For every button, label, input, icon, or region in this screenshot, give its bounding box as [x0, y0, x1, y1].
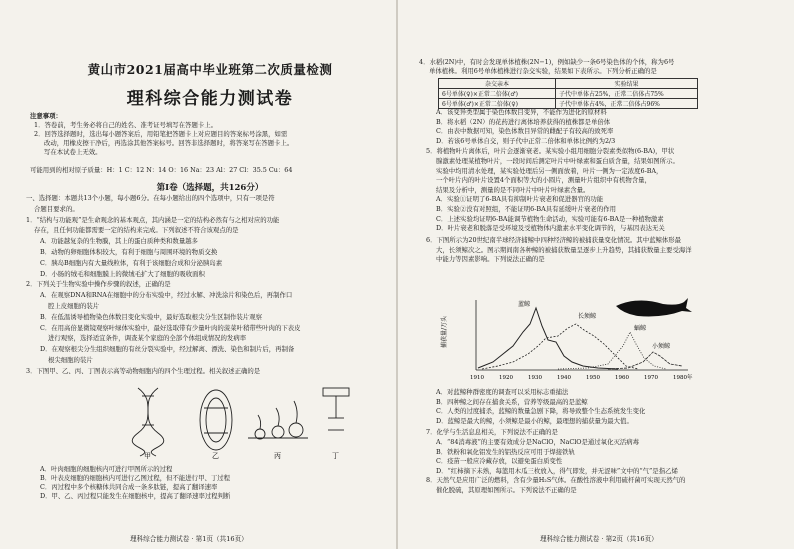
question-line: 进行观察，选择适宜条件，调查某个家庭的全部个体组成情况的发病率: [48, 334, 247, 343]
x-tick-label: 1980年: [673, 375, 693, 381]
notice-line: 写在本试卷上无效。: [44, 148, 102, 156]
q5-line: 5．将植物叶片离体后，叶片会逐渐衰老。某实验小组用细胞分裂素类似物(6-BA)，甲状: [426, 147, 675, 156]
q6-line: 大，长须鲸次之。图示期间南各种鲸的被捕获数量呈逐步上升趋势，其捕获数量主要受海洋: [436, 245, 692, 254]
q3-option-b: B．叶表皮细胞的细胞核内可进行乙图过程，但不能进行甲、丁过程: [40, 474, 231, 482]
q6-option: C．人类的过度捕杀，蓝鲸的数量急剧下降，将导致整个生态系统发生变化: [436, 407, 646, 416]
q7-line: B．铁粉和氧化铝发生的铝热反应可用于焊接铁轨: [436, 447, 575, 456]
table-header: 杂交亲本: [439, 79, 556, 89]
q5-line: 一个叶片内的叶片设置4个面积等大的小圆片，测量叶片组织中有机物含量，: [436, 176, 651, 185]
question-line: B．动物的卵细胞体积较大，有利于细胞与周围环境的物质交换: [40, 248, 218, 256]
table-cell: 6号单体(♀)×正常二倍体(♂): [439, 89, 556, 99]
table-cell: 子代中单体占25%，正常二倍体占75%: [556, 89, 698, 99]
question-line: D．在观察根尖分生组织细胞的有丝分裂实验中，经过解离、漂洗、染色和制片后，再制备: [40, 345, 295, 354]
table-header: 实验结果: [556, 79, 698, 89]
paper-title: 理科综合能力测试卷: [126, 89, 294, 109]
series-label-minke: 小须鲸: [652, 343, 671, 350]
q5-line: B．实验②没有对照组，不能证明6-BA具有延缓叶片衰老的作用: [436, 205, 616, 213]
q5-line: 结果及分析中，测量的是不同叶片中叶片叶绿素含量。: [436, 185, 590, 194]
notice-heading: 注意事项：: [30, 112, 62, 120]
q6-whale-catch-chart: [438, 296, 708, 386]
question-line: 1．“结构与功能观”是生命观念的基本观点，其内涵是一定的结构必然有与之相对应的功能: [26, 215, 280, 224]
q4-option: A．该变异类型属于染色体数目变异，不能作为进化的原材料: [436, 108, 607, 116]
x-tick-label: 1950: [586, 375, 600, 381]
x-tick-label: 1940: [557, 375, 571, 381]
fig-label-jia: 甲: [144, 452, 151, 460]
q8-line: 8．天然气是应用广泛的燃料，含有少量H₂S气体。在酸性溶液中利用硫杆菌可实现天然气的: [426, 476, 686, 485]
whale-illustration: [616, 298, 692, 316]
right-footer: 理科综合能力测试卷 · 第2页（共16页）: [540, 535, 658, 543]
notice-line: 改动，用橡皮擦干净后，再选涂其他答案标号。回答非选择题时，将答案写在答题卡上。: [44, 139, 294, 147]
table-cell: 子代中单体占4%，正常二倍体占96%: [556, 99, 698, 109]
q5-line: 腺激素处理某植物叶片，一段时间后测定叶片中叶绿素和蛋白质含量，结果如图所示。: [436, 157, 679, 165]
fig-label-bing: 丙: [274, 452, 281, 460]
question-line: 一、选择题：本题共13个小题，每小题6分。在每小题给出的四个选项中，只有一项是符: [26, 194, 275, 202]
q4-option: C．由表中数据可知，染色体数目异常的雌配子有较高的致死率: [436, 127, 614, 136]
question-line: 2．下列关于生物实验中操作步骤的叙述，正确的是: [26, 280, 171, 289]
question-line: 腔上皮细胞的装片: [48, 302, 100, 310]
series-minke-whale: [608, 352, 682, 369]
q7-line: 7．化学与生活息息相关，下列说法不正确的是: [426, 428, 558, 437]
question-line: 根尖细胞的装片: [48, 356, 93, 364]
series-blue-whale: [478, 308, 618, 369]
q3-option-d: D．甲、乙、丙过程只能发生在细胞核中，提高了翻译速率过程判断: [40, 492, 231, 500]
left-footer: 理科综合能力测试卷 · 第1页（共16页）: [130, 535, 248, 543]
y-axis-label: 捕获量/万头: [441, 315, 448, 348]
x-tick-label: 1930: [528, 375, 542, 381]
series-sei-whale: [558, 332, 666, 369]
q4-intro: 4．水稻(2N)中，有时会发现单体植株(2N−1)，例如缺少一条6号染色体的个体，称为6号: [419, 58, 675, 66]
q7-line: D．“红柿摘下未熟，每篮用木瓜三枚放入，得气即发，并无涩味”文中的“气”是指乙烯: [436, 466, 678, 475]
series-label-fin: 长须鲸: [578, 313, 597, 320]
q5-line: D．叶片衰老和脱落是受环境及受植物体内激素水平变化调节的，与基因表达无关: [436, 224, 665, 233]
q4-option: B．将水稻（2N）的花药进行离体培养获得的植株都是单倍体: [436, 117, 611, 126]
notice-line: 1．答卷前，考生务必将自己的姓名、准考证号填写在答题卡上。: [34, 121, 218, 129]
q6-option: B．四种鲸之间存在捕食关系，营养等级最高的是蓝鲸: [436, 397, 588, 406]
x-tick-label: 1970: [644, 375, 658, 381]
question-line: C．在用高倍显微镜观察叶绿体实验中，最好选取带有少量叶肉的菠菜叶稍带些叶肉的下表皮: [40, 323, 301, 332]
x-tick-label: 1920: [499, 375, 513, 381]
series-label-blue: 蓝鲸: [518, 301, 531, 308]
q3-option-a: A．叶肉细胞的细胞核内可进行甲图所示的过程: [40, 465, 173, 473]
q7-line: C．疫苗一般应冷藏存放，以避免蛋白质变性: [436, 457, 563, 466]
series-fin-whale: [482, 324, 638, 369]
exam-title: 黄山市2021届高中毕业班第二次质量检测: [87, 62, 333, 77]
series-label-sei: 蝠鲸: [634, 325, 647, 332]
x-tick-label: 1910: [470, 375, 484, 381]
question-line: A．功能越复杂的生物膜，其上的蛋白质种类和数量越多: [40, 237, 198, 246]
notice-line: 2．回答选择题时，选出每小题答案后，用铅笔把答题卡上对应题目的答案标号涂黑，如需: [34, 130, 288, 138]
question-line: D．小肠的绒毛和细胞膜上的微绒毛扩大了细胞的吸收面积: [40, 269, 205, 278]
question-line: 存在，且任何功能都需要一定的结构来完成。下列叙述不符合该观点的是: [34, 226, 239, 235]
q8-line: 催化脱硫，其原理如图所示。下列说法不正确的是: [436, 486, 577, 494]
atomic-mass-line: 可能用到的相对原子质量：H：1 C：12 N：14 O：16 Na：23 Al：27 Cl：35.5 Cu：64: [30, 166, 293, 174]
table-cell: 6号单体(♂)×正常二倍体(♀): [439, 99, 556, 109]
fig-label-yi: 乙: [212, 452, 219, 460]
question-line: 3．下图甲、乙、丙、丁图表示高等动物细胞内的四个生理过程。相关叙述正确的是: [26, 366, 261, 375]
q6-option: D．蓝鲸是最大的鲸，小须鲸是最小的鲸，最理想的捕获量为最大值。: [436, 416, 633, 425]
q4-result-table: [438, 78, 698, 109]
q4-option: D．若该6号单体自交，则子代中正常二倍体和单体比例约为2/3: [436, 136, 616, 145]
q5-line: C．上述实验均证明6-BA能调节植物生命活动，实验可能有6-BA是一种植物激素: [436, 214, 664, 223]
q7-line: A．“84消毒液”的主要有效成分是NaClO，NaClO是通过氧化灭活病毒: [436, 438, 640, 446]
x-tick-label: 1960: [615, 375, 629, 381]
part-title: 第Ⅰ卷（选择题，共126分）: [156, 183, 264, 193]
q6-line: 中能力等因素影响。下列说法正确的是: [436, 255, 545, 264]
fig-label-ding: 丁: [332, 452, 339, 460]
q3-process-figure: [128, 378, 358, 460]
question-line: C．胰岛B细胞内有大量线粒体，有利于该细胞合成和分泌胰岛素: [40, 258, 223, 267]
q5-line: 实验中均用清水处理，某实验处理后另一侧面放着，叶片一侧为一定浓度6-BA，: [436, 166, 663, 175]
q3-option-c: C．丙过程中多个核糖体共同合成一条多肽链，提高了翻译速率: [40, 483, 218, 491]
question-line: A．在观察DNA和RNA在细胞中的分布实验中，经过水解、冲洗涂片和染色后，再制作口: [40, 291, 293, 300]
question-line: B．在低温诱导植物染色体数目变化实验中，最好选取根尖分生区制作装片观察: [40, 312, 262, 321]
question-line: 合题目要求的。: [34, 204, 79, 213]
q5-line: A．实验①证明了6-BA具有抑制叶片衰老和促进器官的功能: [436, 195, 604, 204]
q4-intro: 单体植株。利用6号单体植株进行杂交实验，结果如下表所示。下列分析正确的是: [429, 67, 657, 75]
q6-line: 6．下图所示为20世纪南半球经济捕鲸中四种经济鲸的被捕获量变化情况。其中蓝鲸体形最: [426, 236, 682, 244]
q6-option: A．对蓝鲸种群密度的调查可以采用标志重捕法: [436, 388, 569, 396]
